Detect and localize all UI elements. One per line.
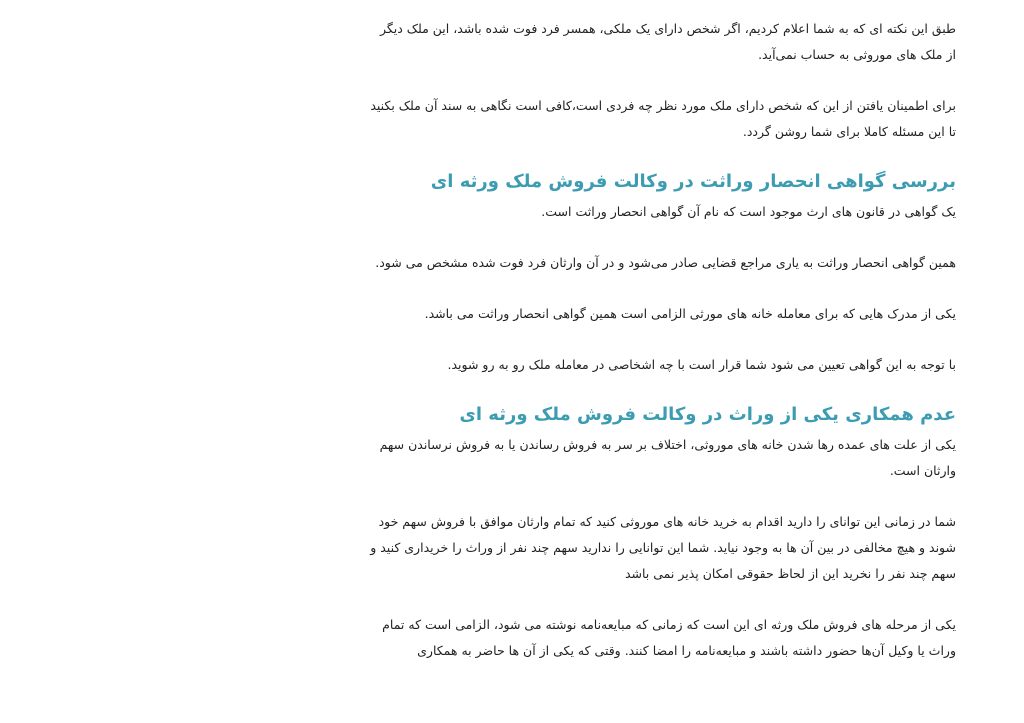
paragraph: همین گواهی انحصار وراثت به یاری مراجع قضایی صادر می‌شود و در آن وارثان فرد فوت شده مشخص می شود. (375, 255, 956, 270)
paragraph: شما در زمانی این توانای را دارید اقدام به خرید خانه های موروثی کنید که تمام وارثان موافق با فروش سهم خود شوند و هیچ مخالفی در بین آن ها به وجود نیاید. شما این توانایی را ندارید سهم چند نفر از وراث را خریداری کنید و سهم چند نفر را نخرید این از لحاظ حقوقی امکان پذیر نمی باشد (370, 514, 956, 581)
paragraph: یکی از مدرک هایی که برای معامله خانه های مورثی الزامی است همین گواهی انحصار وراثت می باشد. (424, 306, 956, 321)
paragraph: با توجه به این گواهی تعیین می شود شما قرار است با چه اشخاصی در معامله ملک رو به رو شوید. (447, 357, 956, 372)
paragraph: طبق این نکته ای که به شما اعلام کردیم، اگر شخص دارای یک ملکی، همسر فرد فوت شده باشد، این ملک دیگر از ملک های موروثی به حساب نمی‌آید. (379, 21, 956, 62)
paragraph: یکی از مرحله های فروش ملک ورثه ای این است که زمانی که مبایعه‌نامه نوشته می شود، الزامی است که تمام وراث یا وکیل آن‌ها حضور داشته باشند و مبایعه‌نامه را امضا کنند. وقتی که یکی از آن ها حاضر به همکاری (382, 617, 956, 658)
paragraph: یک گواهی در قانون های ارث موجود است که نام آن گواهی انحصار وراثت است. (541, 204, 956, 219)
article-body (370, 0, 956, 664)
paragraph: برای اطمینان یافتن از این که شخص دارای ملک مورد نظر چه فردی است،کافی است نگاهی به سند آن ملک بکنید تا این مسئله کاملا برای شما روشن گردد. (370, 98, 956, 139)
section-heading: عدم همکاری یکی از وراث در وکالت فروش ملک ورثه ای (459, 404, 956, 425)
section-heading: بررسی گواهی انحصار وراثت در وکالت فروش ملک ورثه ای (430, 171, 956, 192)
paragraph: یکی از علت های عمده رها شدن خانه های موروثی، اختلاف بر سر به فروش رساندن یا به فروش نرساندن سهم وارثان است. (379, 437, 956, 478)
